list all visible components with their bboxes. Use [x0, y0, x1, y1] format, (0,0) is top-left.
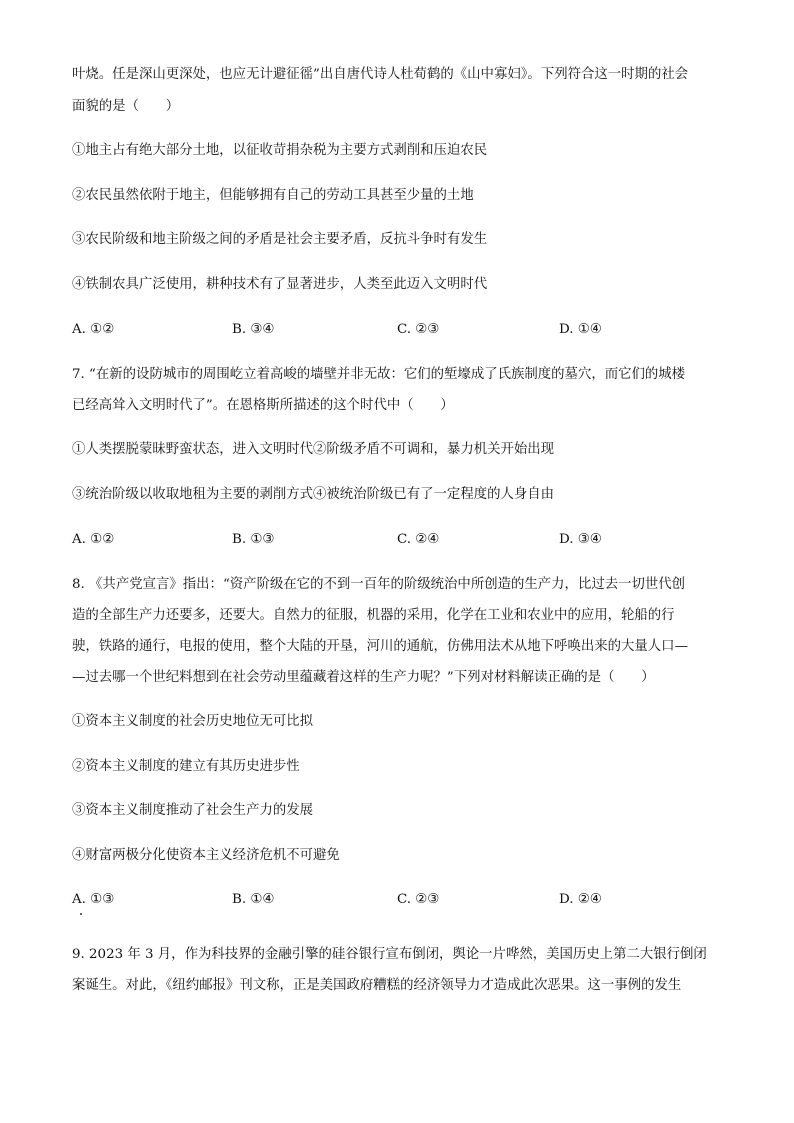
q8-option-a[interactable]: A. ①③	[72, 892, 115, 907]
q8-option-c[interactable]: C. ②③	[397, 892, 440, 907]
q8-options	[72, 891, 732, 909]
q9-stem-line-1: 9. 2023 年 3 月，作为科技界的金融引擎的硅谷银行宣布倒闭，舆论一片哗然，美国历史上第二大银行倒闭	[72, 947, 707, 962]
q8-statement-4: ④财富两极分化使资本主义经济危机不可避免	[72, 848, 340, 863]
q7-option-a[interactable]: A. ①②	[72, 532, 115, 547]
q7-stem-line-2: 已经高耸入文明时代了”。在恩格斯所描述的这个时代中（ ）	[72, 398, 454, 413]
q8-stem-line-2: 造的全部生产力还要多，还要大。自然力的征服，机器的采用，化学在工业和农业中的应用，轮船的行	[72, 608, 675, 623]
q6-statement-1: ①地主占有绝大部分土地，以征收苛捐杂税为主要方式剥削和压迫农民	[72, 143, 488, 158]
q6-option-b[interactable]: B. ③④	[232, 322, 275, 337]
q6-option-d[interactable]: D. ①④	[559, 322, 602, 337]
q7-options	[72, 531, 732, 549]
q7-stem-line-1: 7. “在新的设防城市的周围屹立着高峻的墙壁并非无故：它们的堑壕成了氏族制度的墓穴，而它们的城楼	[72, 367, 686, 382]
q8-stem-line-1: 8. 《共产党宣言》指出：“资产阶级在它的不到一百年的阶级统治中所创造的生产力，比过去一切世代创	[72, 577, 686, 592]
q6-statement-4: ④铁制农具广泛使用，耕种技术有了显著进步，人类至此迈入文明时代	[72, 277, 488, 292]
q7-statement-2: ③统治阶级以收取地租为主要的剥削方式④被统治阶级已有了一定程度的人身自由	[72, 487, 555, 502]
q9-stem-line-2: 案诞生。对此，《纽约邮报》刊文称，正是美国政府糟糕的经济领导力才造成此次恶果。这一事例的发生	[72, 978, 682, 993]
q8-statement-1: ①资本主义制度的社会历史地位无可比拟	[72, 714, 314, 729]
q7-option-d[interactable]: D. ③④	[559, 532, 602, 547]
q6-stem-line-2: 面貌的是（ ）	[72, 99, 180, 114]
q8-stem-line-4: —过去哪一个世纪料想到在社会劳动里蕴藏着这样的生产力呢？”下列对材料解读正确的是（ ）	[72, 670, 655, 685]
q8-option-b[interactable]: B. ①④	[232, 892, 275, 907]
q7-option-b[interactable]: B. ①③	[232, 532, 275, 547]
q6-option-a[interactable]: A. ①②	[72, 322, 115, 337]
q6-option-c[interactable]: C. ②③	[397, 322, 440, 337]
q8-statement-3: ③资本主义制度推动了社会生产力的发展	[72, 803, 314, 818]
q6-statement-2: ②农民虽然依附于地主，但能够拥有自己的劳动工具甚至少量的土地	[72, 188, 474, 203]
q8-option-d[interactable]: D. ②④	[559, 892, 602, 907]
q6-stem-line-1: 叶烧。任是深山更深处，也应无计避征徭”出自唐代诗人杜荀鹤的《山中寡妇》。下列符合这一时期的社会	[72, 67, 689, 82]
q6-statement-3: ③农民阶级和地主阶级之间的矛盾是社会主要矛盾，反抗斗争时有发生	[72, 232, 488, 247]
q6-options	[72, 321, 732, 339]
stray-dot-mark	[80, 913, 82, 915]
q7-statement-1: ①人类摆脱蒙昧野蛮状态，进入文明时代②阶级矛盾不可调和，暴力机关开始出现	[72, 442, 555, 457]
q7-option-c[interactable]: C. ②④	[397, 532, 440, 547]
q8-statement-2: ②资本主义制度的建立有其历史进步性	[72, 759, 300, 774]
q8-stem-line-3: 驶，铁路的通行，电报的使用，整个大陆的开垦，河川的通航，仿佛用法术从地下呼唤出来的大量人口—	[72, 639, 688, 654]
